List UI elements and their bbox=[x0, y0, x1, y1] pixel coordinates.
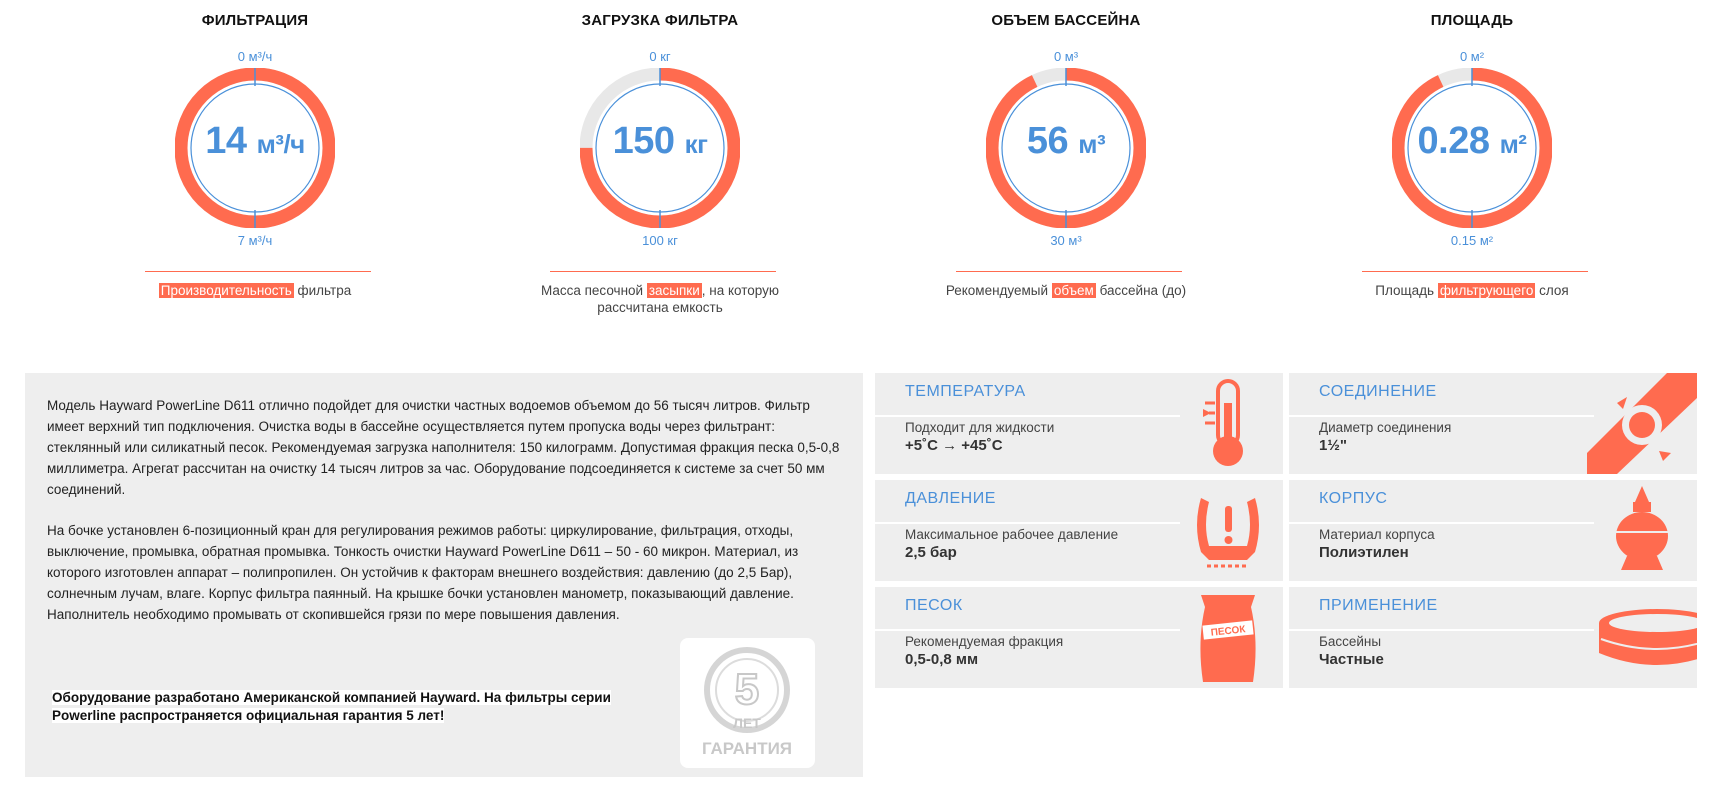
pool-icon bbox=[1587, 587, 1697, 688]
description-paragraph-1: Модель Hayward PowerLine D611 отлично подойдет для очистки частных водоемов объемом до 56 тысяч литров. Фильтр имеет верхний тип подключения. Очистка воды в бассейне осуществляется путем пропуска воды через фильтрант: стеклянный или силикатный песок. Рекомендуемая загрузка наполнителя: 150 килограмм. Допустимая фракция песка 0,5-0,8 миллиметра. Агрегат рассчитан на очистку 14 тысяч литров за час. Оборудование подсоединяется к системе за счет 50 мм соединений. bbox=[47, 398, 840, 497]
card-label: Диаметр соединения bbox=[1319, 420, 1452, 435]
warranty-note: Оборудование разработано Американской компанией Hayward. На фильтры серии Powerline распространяется официальная гарантия 5 лет! bbox=[52, 690, 611, 723]
pipe-connection-icon bbox=[1587, 373, 1697, 474]
gauge-min-label: 0 м³/ч bbox=[237, 49, 273, 64]
gauges-row bbox=[0, 0, 1711, 340]
card-value: 1½" bbox=[1319, 437, 1347, 454]
card-title: КОРПУС bbox=[1319, 490, 1388, 507]
feature-card-temperature bbox=[875, 373, 1283, 474]
sand-bag-label: ПЕСОК bbox=[1210, 624, 1246, 639]
filter-body-icon bbox=[1587, 480, 1697, 581]
description-paragraph-2: На бочке установлен 6-позиционный кран для регулирования режимов работы: циркулирование, фильтрация, отходы, выключение, промывка, обратная промывка. Тонкость очистки Hayward PowerLine D611 – 50 - 60 микрон. Материал, из которого изготовлен аппарат – полипропилен. Он устойчив к факторам внешнего воздействия: давлению (до 2,5 Бар), солнечным лучам, влаге. Корпус фильтра паянный. На крышке бочки установлен манометр, показывающий давление. Наполнитель необходимо промывать от скопившейся грязи по мере повышения давления. bbox=[47, 523, 799, 622]
gauge-description: Площадь фильтрующего слоя bbox=[1375, 283, 1569, 298]
gauge-title: ОБЪЕМ БАССЕЙНА bbox=[991, 12, 1141, 29]
card-value: 2,5 бар bbox=[905, 544, 957, 561]
feature-card-sand bbox=[875, 587, 1283, 688]
pressure-warning-icon bbox=[1173, 480, 1283, 581]
gauge-mid-label: 30 м³ bbox=[1050, 233, 1082, 248]
card-label: Максимальное рабочее давление bbox=[905, 527, 1119, 542]
gauge-min-label: 0 м³ bbox=[1053, 49, 1079, 64]
warranty-seal-icon bbox=[680, 638, 815, 768]
card-value: 0,5-0,8 мм bbox=[905, 651, 979, 668]
card-divider bbox=[1289, 522, 1594, 524]
card-divider bbox=[1289, 415, 1594, 417]
card-label: Материал корпуса bbox=[1319, 527, 1435, 542]
gauge-value: 0.28 м² bbox=[1417, 120, 1527, 162]
card-title: ПРИМЕНЕНИЕ bbox=[1319, 597, 1438, 614]
feature-card-application bbox=[1289, 587, 1697, 688]
thermometer-icon bbox=[1173, 373, 1283, 474]
gauge-description: Производительность фильтра bbox=[160, 283, 352, 298]
card-title: ТЕМПЕРАТУРА bbox=[905, 383, 1026, 400]
gauge-value: 56 м³ bbox=[1026, 120, 1106, 162]
card-divider bbox=[1289, 629, 1594, 631]
warranty-label: ГАРАНТИЯ bbox=[701, 739, 793, 758]
card-title: СОЕДИНЕНИЕ bbox=[1319, 383, 1437, 400]
card-title: ПЕСОК bbox=[905, 597, 963, 614]
card-value: Полиэтилен bbox=[1319, 544, 1409, 561]
card-value: +5˚C → +45˚C bbox=[905, 437, 1003, 454]
gauge-description: Рекомендуемый объем бассейна (до) bbox=[945, 283, 1187, 298]
card-divider bbox=[875, 629, 1180, 631]
warranty-years-number: 5 bbox=[734, 665, 760, 714]
card-label: Бассейны bbox=[1319, 634, 1382, 649]
warranty-badge bbox=[680, 638, 815, 768]
gauge-title: ЗАГРУЗКА ФИЛЬТРА bbox=[581, 12, 739, 29]
card-label: Подходит для жидкости bbox=[905, 420, 1055, 435]
gauge-value: 14 м³/ч bbox=[205, 120, 305, 162]
feature-card-connection bbox=[1289, 373, 1697, 474]
gauge-divider bbox=[956, 271, 1182, 272]
gauge-description: Масса песочной засыпки , на которую рассчитана емкость bbox=[540, 283, 780, 315]
description-panel bbox=[25, 373, 863, 777]
gauge-title: ФИЛЬТРАЦИЯ bbox=[201, 12, 309, 29]
gauge-title: ПЛОЩАДЬ bbox=[1430, 12, 1514, 29]
gauge-mid-label: 100 кг bbox=[642, 233, 678, 248]
gauge-divider bbox=[145, 271, 371, 272]
gauge-min-label: 0 кг bbox=[649, 49, 671, 64]
warranty-years-label: ЛЕТ bbox=[733, 715, 761, 731]
gauge-min-label: 0 м² bbox=[1459, 49, 1485, 64]
card-divider bbox=[875, 522, 1180, 524]
feature-card-pressure bbox=[875, 480, 1283, 581]
gauge-value: 150 кг bbox=[612, 120, 708, 162]
card-value: Частные bbox=[1319, 651, 1384, 668]
sand-bag-icon bbox=[1173, 587, 1283, 688]
card-divider bbox=[875, 415, 1180, 417]
gauge-divider bbox=[1362, 271, 1588, 272]
card-title: ДАВЛЕНИЕ bbox=[905, 490, 996, 507]
gauge-mid-label: 7 м³/ч bbox=[237, 233, 273, 248]
gauge-divider bbox=[550, 271, 776, 272]
gauge-mid-label: 0.15 м² bbox=[1450, 233, 1494, 248]
feature-card-body bbox=[1289, 480, 1697, 581]
card-label: Рекомендуемая фракция bbox=[905, 634, 1064, 649]
